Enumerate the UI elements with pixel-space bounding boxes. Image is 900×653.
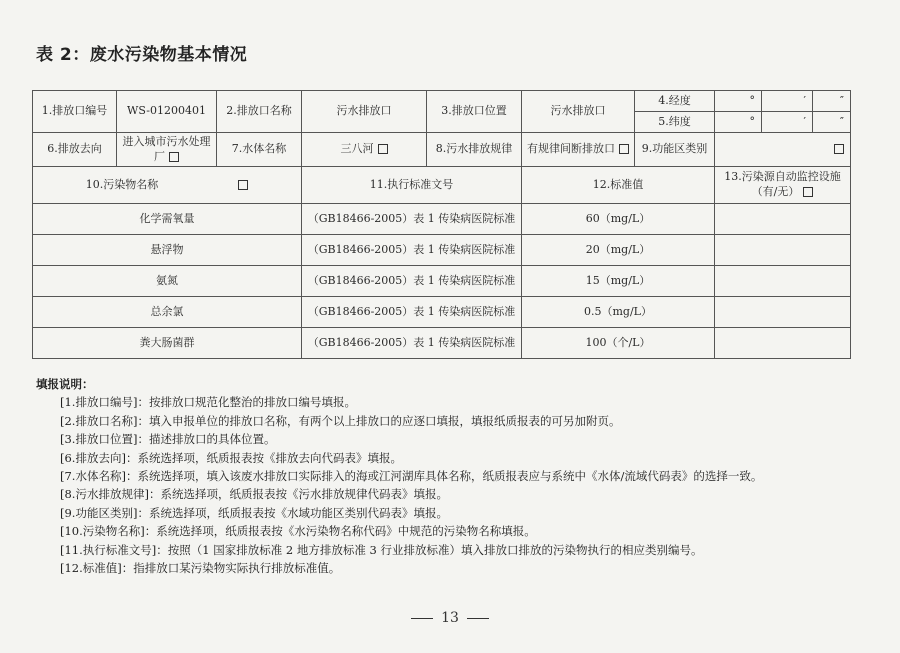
pollutant-name: 粪大肠菌群 (33, 328, 302, 359)
standard-doc: （GB18466-2005）表 1 传染病医院标准 (302, 235, 522, 266)
checkbox-icon[interactable] (803, 187, 813, 197)
standard-doc: （GB18466-2005）表 1 传染病医院标准 (302, 297, 522, 328)
standard-doc: （GB18466-2005）表 1 传染病医院标准 (302, 266, 522, 297)
instruction-item: [7.水体名称]：系统选择项，填入该废水排放口实际排入的海或江河湖库具体名称，纸质报表应与系统中《水体/流域代码表》的选择一致。 (60, 469, 763, 484)
pollutant-name: 悬浮物 (33, 235, 302, 266)
water-body-label: 7.水体名称 (217, 133, 302, 167)
discharge-pattern-value (522, 133, 635, 167)
outlet-name-label: 2.排放口名称 (217, 91, 302, 133)
dash-right (467, 618, 489, 619)
latitude-minute: ′ (762, 112, 813, 133)
instruction-item: [1.排放口编号]：按排放口规范化整治的排放口编号填报。 (60, 395, 356, 410)
pollutant-name: 总余氯 (33, 297, 302, 328)
table-row (33, 204, 851, 235)
checkbox-icon[interactable] (169, 152, 179, 162)
water-body-value (302, 133, 427, 167)
standard-doc: （GB18466-2005）表 1 传染病医院标准 (302, 204, 522, 235)
discharge-direction-text: 进入城市污水处理厂 (122, 134, 211, 163)
standard-value: 0.5（mg/L） (522, 297, 715, 328)
auto-monitor (715, 235, 851, 266)
auto-monitor (715, 328, 851, 359)
discharge-direction-value (117, 133, 217, 167)
pollutant-name: 化学需氧量 (33, 204, 302, 235)
instruction-item: [10.污染物名称]：系统选择项，纸质报表按《水污染物名称代码》中规范的污染物名称填报。 (60, 524, 536, 539)
instruction-item: [9.功能区类别]：系统选择项，纸质报表按《水域功能区类别代码表》填报。 (60, 505, 448, 520)
discharge-pattern-label: 8.污水排放规律 (427, 133, 522, 167)
pollutant-name: 氨氮 (33, 266, 302, 297)
discharge-direction-label: 6.排放去向 (33, 133, 117, 167)
checkbox-icon[interactable] (834, 144, 844, 154)
outlet-location-value: 污水排放口 (522, 91, 635, 133)
table-row (33, 235, 851, 266)
latitude-degree: ° (715, 112, 762, 133)
pollutant-name-header (33, 167, 302, 204)
table-row (33, 266, 851, 297)
pollutant-name-header-text: 10.污染物名称 (85, 177, 159, 191)
outlet-id-value: WS-01200401 (117, 91, 217, 133)
standard-doc: （GB18466-2005）表 1 传染病医院标准 (302, 328, 522, 359)
checkbox-icon[interactable] (619, 144, 629, 154)
wastewater-pollutant-table (32, 90, 851, 359)
dash-left (411, 618, 433, 619)
latitude-second: ″ (813, 112, 851, 133)
discharge-pattern-text: 有规律间断排放口 (527, 142, 615, 156)
function-zone-label: 9.功能区类别 (635, 133, 715, 167)
checkbox-icon[interactable] (238, 180, 248, 190)
auto-monitor-header (715, 167, 851, 204)
longitude-label: 4.经度 (635, 91, 715, 112)
outlet-id-label: 1.排放口编号 (33, 91, 117, 133)
outlet-location-label: 3.排放口位置 (427, 91, 522, 133)
page-number (0, 610, 900, 626)
standard-value: 20（mg/L） (522, 235, 715, 266)
page-title: 表 2：废水污染物基本情况 (36, 45, 248, 65)
table-row (33, 297, 851, 328)
page-number-text: 13 (441, 610, 459, 626)
fill-instructions (36, 375, 762, 577)
instruction-item: [2.排放口名称]：填入申报单位的排放口名称，有两个以上排放口的应逐口填报，填报纸质报表的可另加附页。 (60, 413, 621, 428)
longitude-minute: ′ (762, 91, 813, 112)
latitude-label: 5.纬度 (635, 112, 715, 133)
instruction-item: [6.排放去向]：系统选择项，纸质报表按《排放去向代码表》填报。 (60, 450, 402, 465)
instructions-title: 填报说明： (36, 377, 94, 391)
auto-monitor (715, 266, 851, 297)
instruction-item: [8.污水排放规律]：系统选择项，纸质报表按《污水排放规律代码表》填报。 (60, 487, 448, 502)
auto-monitor (715, 297, 851, 328)
standard-value: 15（mg/L） (522, 266, 715, 297)
water-body-text: 三八河 (340, 142, 374, 156)
standard-value: 100（个/L） (522, 328, 715, 359)
instruction-item: [11.执行标准文号]：按照（1 国家排放标准 2 地方排放标准 3 行业排放标准）填入排放口排放的污染物执行的相应类别编号。 (60, 542, 703, 557)
longitude-degree: ° (715, 91, 762, 112)
instruction-item: [12.标准值]：指排放口某污染物实际执行排放标准值。 (60, 561, 341, 576)
function-zone-value (715, 133, 851, 167)
checkbox-icon[interactable] (378, 144, 388, 154)
standard-value: 60（mg/L） (522, 204, 715, 235)
standard-doc-header: 11.执行标准文号 (302, 167, 522, 204)
standard-value-header: 12.标准值 (522, 167, 715, 204)
auto-monitor (715, 204, 851, 235)
table-row (33, 328, 851, 359)
auto-monitor-header-text: 13.污染源自动监控设施（有/无） (724, 170, 841, 198)
longitude-second: ″ (813, 91, 851, 112)
instruction-item: [3.排放口位置]：描述排放口的具体位置。 (60, 432, 276, 447)
outlet-name-value: 污水排放口 (302, 91, 427, 133)
